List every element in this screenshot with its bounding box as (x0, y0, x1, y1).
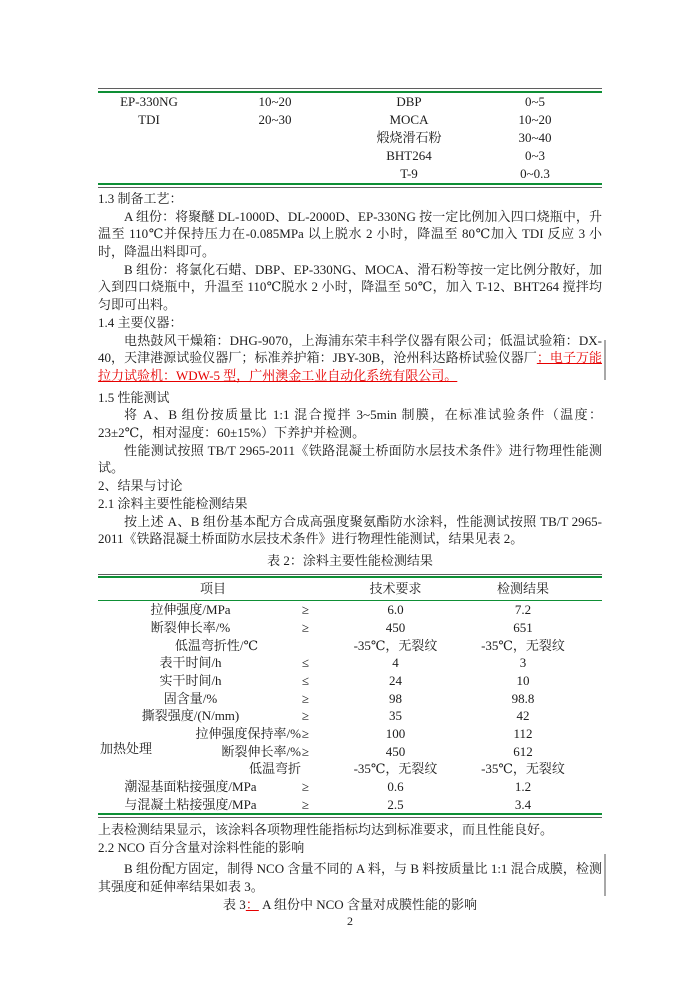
table-cell: TDI (138, 111, 160, 127)
table-row (98, 601, 602, 619)
row-item-label: 拉伸强度保持率/% (195, 726, 301, 742)
comparison-symbol: ≥ (301, 796, 310, 812)
table-cell: 0~5 (524, 93, 546, 109)
inserted-revision-text: ；电子万能拉力试验机：WDW-5 型，广州澳金工业自动化系统有限公司。 (98, 350, 602, 383)
result-value: 612 (513, 743, 533, 759)
table2-caption: 表 2：涂料主要性能检测结果 (267, 553, 433, 568)
requirement-value: -35℃，无裂纹 (353, 637, 438, 653)
paragraph-test-standard: 性能测试按照 TB/T 2965-2011《铁路混凝土桥面防水层技术条件》进行物理性能测试。 (98, 442, 602, 476)
row-item-label: 撕裂强度/(N/mm) (141, 708, 240, 724)
section-1-4-heading: 1.4 主要仪器： (98, 314, 183, 330)
header-result: 检测结果 (496, 581, 549, 597)
table-cell: 煅烧滑石粉 (376, 130, 442, 146)
table-row (98, 725, 602, 743)
comparison-symbol: ≥ (301, 619, 310, 635)
section-2-heading: 2、结果与讨论 (98, 478, 183, 494)
table-bottom-border-thin (98, 187, 602, 188)
table-row (98, 654, 602, 672)
table-row (98, 690, 602, 708)
requirement-value: 450 (385, 743, 406, 759)
table-row (98, 93, 602, 111)
section-1-5-heading: 1.5 性能测试 (98, 389, 170, 405)
row-item-label: 拉伸强度/MPa (150, 602, 231, 618)
section-2-2-heading: 2.2 NCO 百分含量对涂料性能的影响 (98, 839, 305, 855)
performance-table-body (98, 601, 602, 813)
comparison-symbol: ≤ (301, 655, 310, 671)
table-cell: 0~0.3 (520, 166, 550, 182)
result-value: 3.4 (514, 796, 532, 812)
row-item-label: 表干时间/h (159, 655, 222, 671)
requirement-value: 0.6 (387, 779, 404, 795)
row-item-label: 实干时间/h (159, 672, 222, 688)
table-bottom-border-thin (98, 817, 602, 818)
requirement-value: 35 (389, 708, 402, 724)
row-item-label: 潮湿基面粘接强度/MPa (124, 779, 257, 795)
table-row (98, 672, 602, 690)
row-item-label: 固含量/% (163, 690, 218, 706)
table-cell: 0~3 (524, 148, 546, 164)
table-row (98, 743, 602, 761)
comparison-symbol: ≥ (301, 726, 310, 742)
header-requirement: 技术要求 (369, 581, 422, 597)
table-row (98, 129, 602, 147)
table-cell: 20~30 (258, 111, 292, 127)
result-value: 651 (513, 619, 533, 635)
comparison-symbol: ≥ (301, 708, 310, 724)
paragraph-instruments (98, 332, 602, 385)
table3-caption-inserted-colon: ： (245, 896, 259, 912)
table-cell: T-9 (400, 166, 418, 182)
row-item-label: 断裂伸长率/% (150, 619, 231, 635)
requirement-value: 6.0 (387, 602, 404, 618)
result-value: 42 (516, 708, 530, 724)
result-value: 7.2 (514, 602, 532, 618)
table-row (98, 796, 602, 814)
comparison-symbol: ≥ (301, 743, 310, 759)
result-value: 1.2 (514, 779, 532, 795)
row-item-label: 断裂伸长率/% (221, 743, 301, 759)
table-row (98, 619, 602, 637)
table-cell: EP-330NG (120, 93, 178, 109)
requirement-value: -35℃，无裂纹 (353, 761, 438, 777)
comparison-symbol: ≥ (301, 779, 310, 795)
row-item-label: 低温弯折 (248, 761, 301, 777)
paragraph-synthesis: 按上述 A、B 组份基本配方合成高强度聚氨酯防水涂料，性能测试按照 TB/T 2965-2011《铁路混凝土桥面防水层技术条件》进行物理性能测试，结果见表 2。 (98, 513, 602, 547)
result-value: -35℃，无裂纹 (481, 637, 565, 653)
ingredients-table (98, 88, 602, 188)
table3-caption-prefix: 表 3 (223, 896, 246, 912)
table3-caption-rest: A 组份中 NCO 含量对成膜性能的影响 (258, 896, 477, 912)
heat-treatment-group-label: 加热处理 (100, 740, 153, 756)
row-item-label: 低温弯折性/℃ (174, 637, 259, 653)
result-value: 98.8 (511, 690, 535, 706)
table-row (98, 147, 602, 165)
table-row (98, 637, 602, 655)
section-2-1-heading: 2.1 涂料主要性能检测结果 (98, 495, 248, 511)
paragraph-test-conditions: 将 A、B 组份按质量比 1:1 混合搅拌 3~5min 制膜，在标准试验条件（温度：23±2℃，相对湿度：60±15%）下养护并检测。 (98, 407, 602, 441)
performance-table (98, 574, 602, 818)
table-cell: 10~20 (518, 111, 552, 127)
table-cell: 10~20 (258, 93, 292, 109)
requirement-value: 98 (389, 690, 402, 706)
table-row (98, 165, 602, 183)
comparison-symbol: ≤ (301, 672, 310, 688)
result-value: -35℃，无裂纹 (481, 761, 565, 777)
section-1-3-heading: 1.3 制备工艺： (98, 190, 183, 206)
comparison-symbol: ≥ (301, 602, 310, 618)
requirement-value: 24 (389, 672, 402, 688)
paragraph-nco: B 组份配方固定，制得 NCO 含量不同的 A 料，与 B 料按质量比 1:1 混合成膜，检测其强度和延伸率结果如表 3。 (98, 861, 602, 895)
table3-caption (98, 896, 602, 914)
table-row (98, 778, 602, 796)
result-value: 112 (513, 726, 533, 742)
header-item: 项目 (199, 581, 226, 597)
requirement-value: 4 (392, 655, 399, 671)
table-cell: DBP (396, 93, 422, 109)
revision-change-bar (604, 854, 606, 896)
revision-change-bar (604, 340, 606, 380)
paragraph-table2-summary: 上表检测结果显示，该涂料各项物理性能指标均达到标准要求，而且性能良好。 (98, 821, 554, 837)
table-row (98, 111, 602, 129)
result-value: 3 (519, 655, 527, 671)
table-cell: 30~40 (518, 130, 552, 146)
comparison-symbol: ≥ (301, 690, 310, 706)
result-value: 10 (516, 672, 530, 688)
table-cell: MOCA (389, 111, 429, 127)
requirement-value: 450 (385, 619, 406, 635)
table-row (98, 707, 602, 725)
requirement-value: 2.5 (387, 796, 404, 812)
instruments-text: 电热鼓风干燥箱：DHG-9070，上海浦东荣丰科学仪器有限公司；低温试验箱：DX-40，天津港源试验仪器厂；标准养护箱：JBY-30B，沧州科达路桥试验仪器厂 (98, 332, 602, 366)
table-row (98, 760, 602, 778)
requirement-value: 100 (385, 726, 406, 742)
row-item-label: 与混凝土粘接强度/MPa (124, 796, 257, 812)
page-number: 2 (347, 914, 353, 928)
paragraph-component-b: B 组份：将氯化石蜡、DBP、EP-330NG、MOCA、滑石粉等按一定比例分散好，加入到四口烧瓶中，升温至 110℃脱水 2 小时，降温至 50℃，加入 T-12、BHT264 搅拌均匀即可出料。 (98, 261, 602, 313)
performance-table-header (98, 578, 602, 600)
table-cell: BHT264 (386, 148, 432, 164)
page-content (98, 88, 602, 913)
paragraph-component-a: A 组份：将聚醚 DL-1000D、DL-2000D、EP-330NG 按一定比例加入四口烧瓶中，升温至 110℃并保持压力在-0.085MPa 以上脱水 2 小时，降温至 80℃加入 TDI 反应 3 小时，降温出料即可。 (98, 208, 602, 260)
ingredients-table-body (98, 93, 602, 184)
